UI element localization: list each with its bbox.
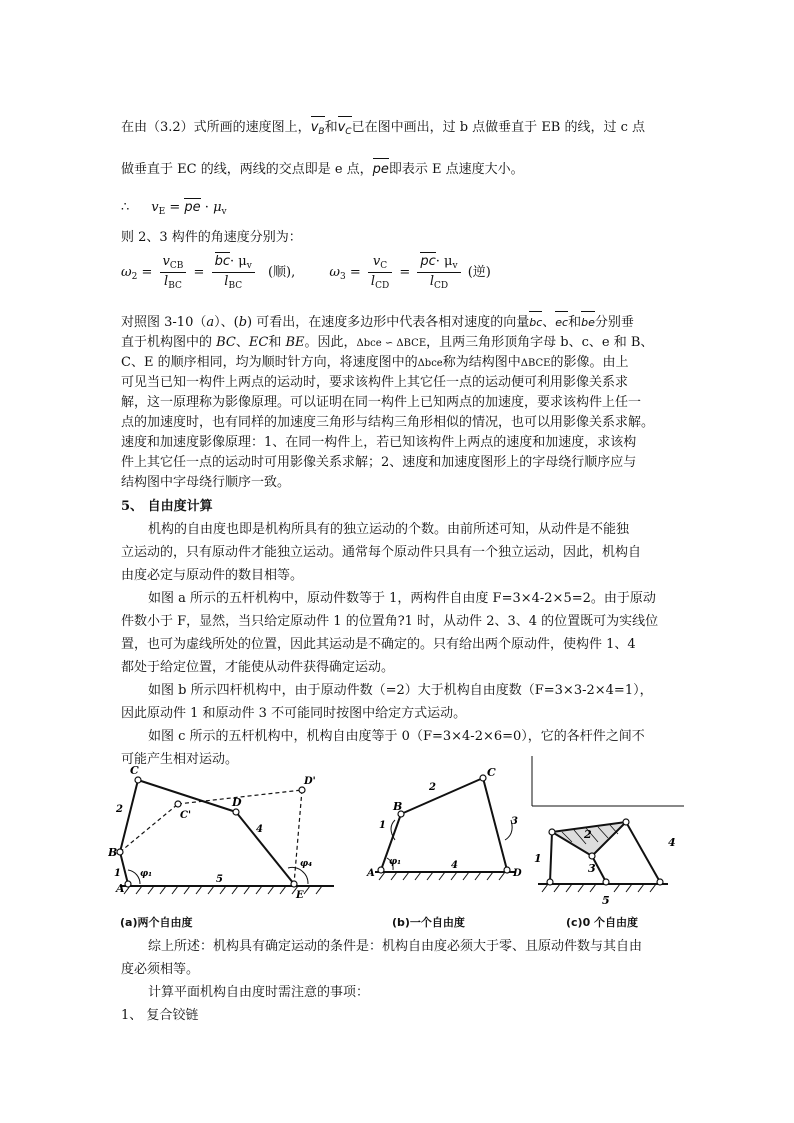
- label-1: 1: [534, 852, 542, 865]
- para4-line1: 机构的自由度也即是机构所具有的独立运动的个数。由前所述可知，从动件是不能独: [148, 522, 630, 537]
- vector-pe: pe: [372, 162, 389, 177]
- formula-vE: ∴ $v_E$ = pe · $\mu_v$: [121, 200, 227, 217]
- para7-line2: 可能产生相对运动。: [121, 752, 239, 767]
- label-E: E: [296, 890, 304, 901]
- text: 做垂直于 EC 的线，两线的交点即是 e 点，: [121, 162, 373, 177]
- label-2: 2: [116, 804, 123, 815]
- text: 已在图中画出，过 b 点做垂直于 EB 的线，过 c 点: [351, 120, 646, 135]
- label-4: 4: [256, 824, 263, 835]
- label-B: B: [108, 846, 118, 859]
- label-2: 2: [429, 782, 436, 793]
- para4-line3: 由度必定与原动件的数目相等。: [121, 568, 304, 583]
- para3-line4: 可见当已知一构件上两点的运动时，要求该构件上其它任一点的运动便可利用影像关系求: [121, 375, 629, 390]
- para6-line2: 因此原动件 1 和原动件 3 不可能同时按图中给定方式运动。: [121, 706, 467, 721]
- text: 在由（3.2）式所画的速度图上，: [121, 120, 311, 135]
- label-C-prime: C': [180, 810, 192, 821]
- para3-line2: 直于机构图中的 BC、EC和 BE。因此，Δbce ∽ ΔBCE，且两三角形顶角字母 b、c、e 和 B、: [121, 335, 654, 350]
- label-4: 4: [451, 860, 458, 871]
- figure-c-five-bar-structure: [528, 756, 686, 910]
- list-item-1: 1、 复合铰链: [121, 1008, 199, 1023]
- label-A: A: [367, 868, 375, 879]
- label-C: C: [487, 766, 496, 779]
- formula-omega: $\omega_2$ = $\frac{v_{CB}}{l_{BC}}$ = $\frac{bc\cdot \mu_v}{l_{BC}}$ (顺), $\omega_3$ = $\frac{v_C}{l_{CD}}$ = $\frac{pc\cdot \mu_v}{l_{CD}}$ (逆): [121, 254, 491, 291]
- label-A: A: [116, 882, 125, 895]
- para8-line1: 综上所述：机构具有确定运动的条件是：机构自由度必须大于零、且原动件数与其自由: [148, 939, 643, 954]
- label-1: 1: [114, 868, 121, 879]
- label-2: 2: [584, 828, 592, 841]
- label-1: 1: [379, 820, 386, 831]
- vector-vC: $v_C$: [338, 118, 352, 142]
- para3-line7: 速度和加速度影像原理：1、在同一构件上，若已知该构件上两点的速度和加速度，求该构: [121, 435, 637, 450]
- para6-line1: 如图 b 所示四杆机构中，由于原动件数（=2）大于机构自由度数（F=3×3-2×4=1），: [148, 683, 653, 698]
- label-C: C: [130, 764, 139, 777]
- para5-line2: 件数小于 F，显然，当只给定原动件 1 的位置角?1 时，从动件 2、3、4 的位置既可为实线位: [121, 614, 659, 629]
- label-D: D: [232, 796, 242, 809]
- para3-line8: 件上其它任一点的运动时可用影像关系求解；2、速度和加速度图形上的字母绕行顺序应与: [121, 455, 637, 470]
- label-3: 3: [588, 862, 596, 875]
- para5-line4: 都处于给定位置，才能使从动件获得确定运动。: [121, 660, 395, 675]
- para5-line1: 如图 a 所示的五杆机构中，原动件数等于 1，两构件自由度 F=3×4-2×5=2。由于原动: [148, 591, 656, 606]
- text: 和: [324, 120, 338, 135]
- para8-line2: 度必须相等。: [121, 962, 200, 977]
- para3-line5: 解，这一原理称为影像原理。可以证明在同一构件上已知两点的加速度，要求该构件上任一: [121, 395, 642, 410]
- label-D: D: [513, 868, 522, 879]
- para3-line6: 点的加速度时，也有同样的加速度三角形与结构三角形相似的情况，也可以用影像关系求解。: [121, 415, 655, 430]
- figure-a-five-bar-mechanism: [108, 760, 344, 910]
- para1-line1: [121, 118, 645, 142]
- caption-figure-b: (b)一个自由度: [392, 916, 465, 929]
- para5-line3: 置，也可为虚线所处的位置，因此其运动是不确定的。只有给出两个原动件，使构件 1、4: [121, 637, 636, 652]
- para4-line2: 立运动的，只有原动件才能独立运动。通常每个原动件只具有一个独立运动，因此，机构自: [121, 545, 642, 560]
- label-3: 3: [511, 816, 518, 827]
- label-B: B: [393, 800, 403, 813]
- text: 即表示 E 点速度大小。: [388, 162, 524, 177]
- para7-line1: 如图 c 所示的五杆机构中，机构自由度等于 0（F=3×4-2×6=0），它的各杆件之间不: [148, 729, 645, 744]
- label-5: 5: [602, 894, 610, 907]
- label-phi1: φ₁: [389, 857, 402, 867]
- label-5: 5: [216, 874, 223, 885]
- caption-figure-a: (a)两个自由度: [120, 916, 193, 929]
- label-phi4: φ₄: [300, 859, 313, 869]
- label-D-prime: D': [304, 776, 316, 787]
- vector-vB: $v_B$: [311, 118, 325, 142]
- para2-line: [121, 228, 302, 247]
- label-phi1: φ₁: [140, 869, 153, 879]
- para3-line9: 结构图中字母绕行顺序一致。: [121, 475, 291, 490]
- para1-line2: [121, 160, 524, 179]
- section-heading: 5、 自由度计算: [121, 499, 213, 514]
- label-4: 4: [668, 836, 676, 849]
- para3-line1: 对照图 3-10（a）、(b) 可看出，在速度多边形中代表各相对速度的向量bc、ec和be分别垂: [121, 315, 634, 330]
- para3-line3: C、E 的顺序相同，均为顺时针方向，将速度图中的Δbce称为结构图中ΔBCE的影像。由上: [121, 355, 629, 370]
- caption-figure-c: (c)0 个自由度: [566, 916, 639, 929]
- para9-line1: 计算平面机构自由度时需注意的事项：: [148, 985, 370, 1000]
- figure-b-four-bar-mechanism: [365, 762, 535, 912]
- text: 则 2、3 构件的角速度分别为：: [121, 230, 302, 245]
